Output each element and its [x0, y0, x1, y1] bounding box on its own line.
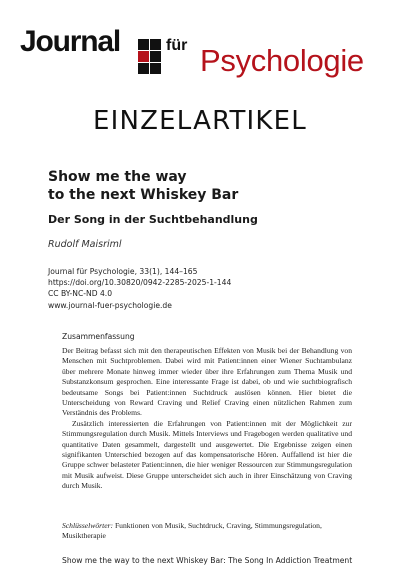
citation: Journal für Psychologie, 33(1), 144–165 [48, 267, 198, 276]
logo-square-dark [138, 39, 149, 50]
doi-link[interactable]: https://doi.org/10.30820/0942-2285-2025-1-144 [48, 278, 232, 288]
citation-block [48, 266, 231, 311]
logo-square-dark [150, 39, 161, 50]
keywords-label: Schlüsselwörter: [62, 521, 114, 530]
journal-logo-mark [138, 39, 162, 73]
english-title: Show me the way to the next Whiskey Bar: The Song In Addiction Treatment [62, 556, 353, 565]
abstract-paragraph: Zusätzlich interessierten die Erfahrungen von Patient:innen mit der Möglichkeit zur Stimmungsregulation durch Musik. Mittels Interviews und Fragebogen werden qualitative und quantitative Daten gesammelt, dargestellt und ausgewertet. Die Ergebnisse zeigen einen signifikanten Unterschied bezogen auf das kompensatorische Hören. Auffallend ist hier die Gruppe schwer belasteter Patient:innen, die hier weniger Ressourcen zur Stimmungsregulation mit Musik aufweist. Diese Gruppe unterscheidet sich auch in ihrer Einschätzung von Craving durch Musik. [62, 418, 352, 491]
keywords-text: Funktionen von Musik, Suchtdruck, Craving, Stimmungsregulation, Musiktherapie [62, 521, 322, 541]
article-title-line: to the next Whiskey Bar [48, 187, 239, 203]
logo-square-dark [138, 63, 149, 74]
website-link[interactable]: www.journal-fuer-psychologie.de [48, 300, 172, 310]
journal-logo-fuer: für [166, 37, 188, 54]
article-type-label: EINZELARTIKEL [93, 106, 307, 136]
abstract-body [62, 346, 352, 492]
author-name: Rudolf Maisriml [48, 239, 122, 250]
logo-square-dark [150, 63, 161, 74]
logo-square-dark [150, 51, 161, 62]
logo-square-red [138, 51, 149, 62]
article-title [48, 168, 378, 204]
abstract-heading: Zusammenfassung [62, 332, 135, 341]
journal-logo-psychologie: Psychologie [200, 43, 364, 78]
license: CC BY-NC-ND 4.0 [48, 289, 113, 299]
article-subtitle: Der Song in der Suchtbehandlung [48, 213, 258, 226]
journal-logo-journal: Journal [20, 25, 120, 58]
abstract-paragraph: Der Beitrag befasst sich mit den therapeutischen Effekten von Musik bei der Behandlung von Menschen mit Suchtproblemen. Dabei wird mit Patient:innen einer Wiener Suchtambulanz über mehrere Monate hinweg immer wieder über ihre Erfahrungen zum Thema Musik und Substanzkonsum gesprochen. Eine interessante Frage ist dabei, ob und wie suchtbiografisch bedeutsame Songs bei Patient:innen Suchtdruck auslösen können. Hier bietet die Unterscheidung von Reward Craving und Relief Craving einen nützlichen Rahmen zum Verständnis des Problems. [62, 346, 352, 418]
keywords [62, 521, 352, 542]
article-title-line: Show me the way [48, 169, 187, 185]
